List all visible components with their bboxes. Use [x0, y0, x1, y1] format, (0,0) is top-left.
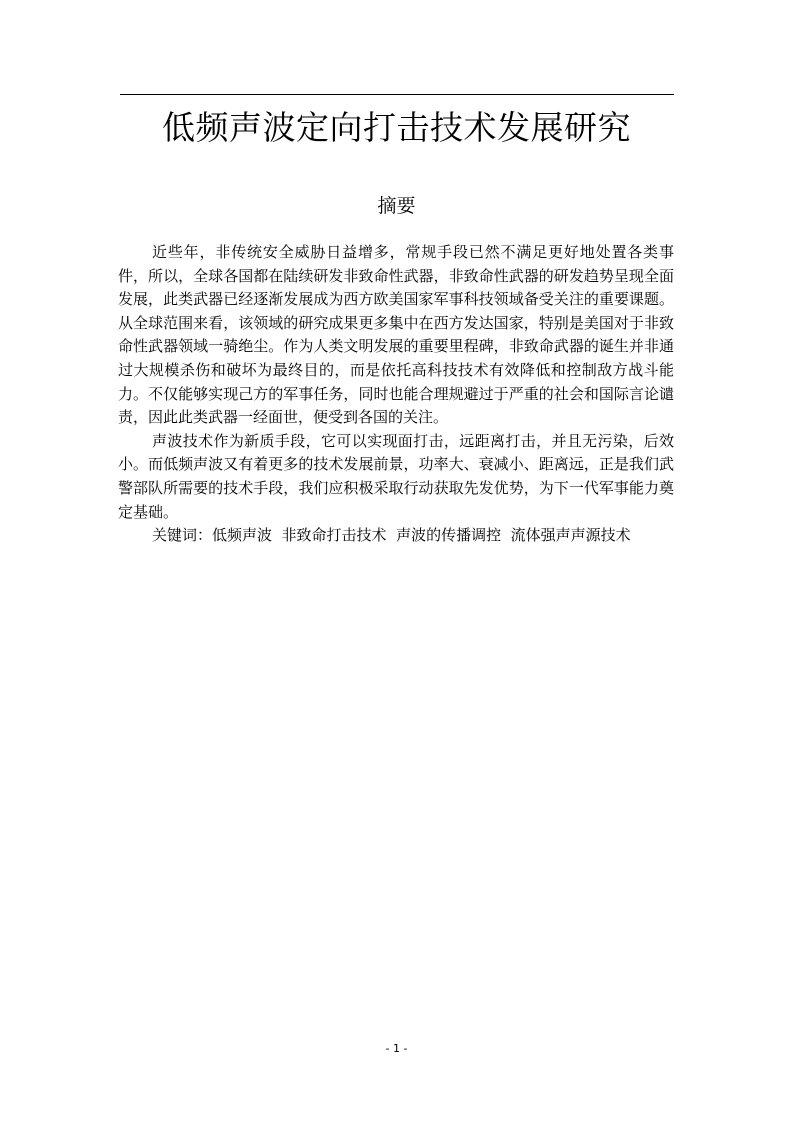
abstract-paragraph-2: 声波技术作为新质手段，它可以实现面打击，远距离打击，并且无污染，后效小。而低频声波又有着更多的技术发展前景，功率大、衰减小、距离远，正是我们武警部队所需要的技术手段，我们应积极采取行动获取先发优势，为下一代军事能力奠定基础。	[118, 431, 674, 521]
page-number: - 1 -	[385, 1042, 408, 1055]
keywords-line: 关键词：低频声波 非致命打击技术 声波的传播调控 流体强声声源技术	[152, 526, 631, 545]
abstract-body	[118, 241, 674, 548]
header-rule	[120, 94, 674, 95]
document-title: 低频声波定向打击技术发展研究	[162, 108, 631, 147]
abstract-paragraph-1: 近些年，非传统安全威胁日益增多，常规手段已然不满足更好地处置各类事件，所以，全球各国都在陆续研发非致命性武器，非致命性武器的研发趋势呈现全面发展，此类武器已经逐渐发展成为西方欧美国家军事科技领域备受关注的重要课题。从全球范围来看，该领域的研究成果更多集中在西方发达国家，特别是美国对于非致命性武器领域一骑绝尘。作为人类文明发展的重要里程碑，非致命武器的诞生并非通过大规模杀伤和破坏为最终目的，而是依托高科技技术有效降低和控制敌方战斗能力。不仅能够实现己方的军事任务，同时也能合理规避过于严重的社会和国际言论谴责，因此此类武器一经面世，便受到各国的关注。	[118, 243, 674, 427]
abstract-heading: 摘要	[377, 195, 416, 217]
